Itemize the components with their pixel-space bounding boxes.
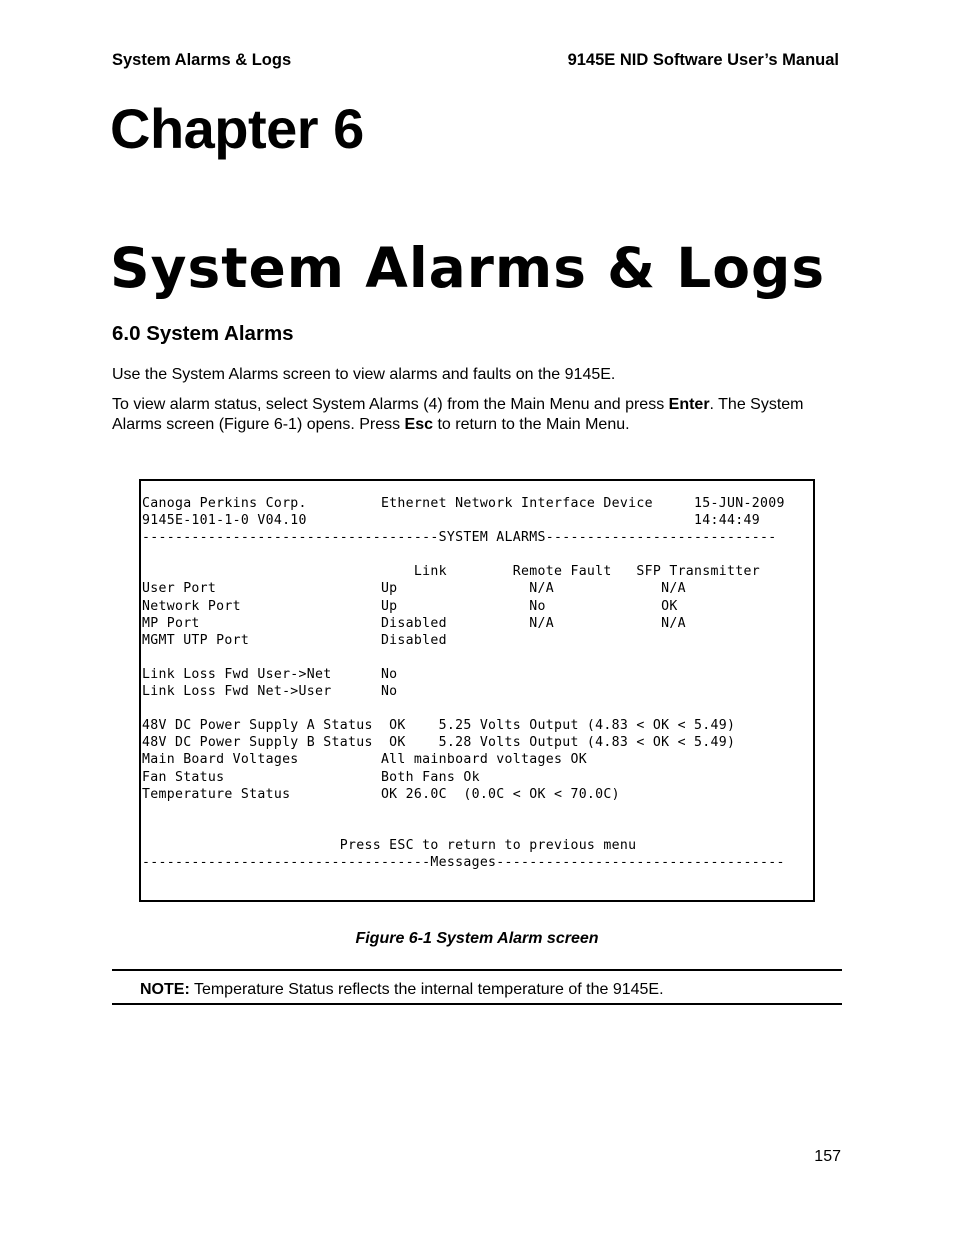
terminal-line: Network Port Up No OK (142, 598, 678, 614)
section-heading: 6.0 System Alarms (112, 322, 294, 345)
terminal-line: User Port Up N/A N/A (142, 581, 686, 597)
instructions-text-2: . The System Alarms screen (Figure 6-1) opens. Press (112, 396, 804, 433)
terminal-line: Press ESC to return to previous menu (142, 837, 637, 853)
terminal-line: 48V DC Power Supply B Status OK 5.28 Volts Output (4.83 < OK < 5.49) (142, 735, 736, 751)
running-header-left: System Alarms & Logs (112, 51, 292, 69)
terminal-line: Link Loss Fwd Net->User No (142, 684, 398, 700)
running-header-right: 9145E NID Software User’s Manual (567, 51, 839, 69)
instructions-text-1: To view alarm status, select System Alarms (4) from the Main Menu and press (112, 396, 669, 413)
terminal-line: Temperature Status OK 26.0C (0.0C < OK < 70.0C) (142, 786, 620, 802)
page-number: 157 (814, 1148, 841, 1165)
terminal-line: Link Remote Fault SFP Transmitter (142, 564, 760, 580)
chapter-title: System Alarms & Logs (110, 236, 826, 300)
chapter-heading: Chapter 6 (110, 97, 364, 160)
note-text: Temperature Status reflects the internal temperature of the 9145E. (189, 981, 664, 998)
terminal-line: Fan Status Both Fans Ok (142, 769, 480, 785)
terminal-line: Canoga Perkins Corp. Ethernet Network Interface Device 15-JUN-2009 (142, 496, 785, 511)
instructions-text-3: to return to the Main Menu. (433, 416, 630, 433)
system-alarms-terminal-screen (139, 479, 815, 902)
terminal-line: Main Board Voltages All mainboard voltages OK (142, 752, 587, 768)
enter-key-label: Enter (668, 396, 710, 413)
terminal-line: -----------------------------------Messages----------------------------------- (142, 854, 785, 870)
terminal-line: Link Loss Fwd User->Net No (142, 666, 398, 682)
terminal-text (142, 495, 785, 871)
terminal-line: MGMT UTP Port Disabled (142, 632, 447, 648)
note-label: NOTE: (140, 981, 190, 998)
note-block (140, 981, 664, 999)
terminal-line: MP Port Disabled N/A N/A (142, 615, 686, 631)
terminal-line: 48V DC Power Supply A Status OK 5.25 Volts Output (4.83 < OK < 5.49) (142, 718, 736, 734)
figure-caption: Figure 6-1 System Alarm screen (355, 930, 599, 947)
terminal-line: 9145E-101-1-0 V04.10 14:44:49 (142, 513, 760, 529)
terminal-line: ------------------------------------SYSTEM ALARMS---------------------------- (142, 530, 777, 546)
esc-key-label: Esc (404, 416, 434, 433)
note-top-rule (112, 969, 842, 971)
intro-paragraph: Use the System Alarms screen to view alarms and faults on the 9145E. (112, 366, 616, 383)
instructions-paragraph (112, 395, 842, 435)
note-bottom-rule (112, 1003, 842, 1005)
